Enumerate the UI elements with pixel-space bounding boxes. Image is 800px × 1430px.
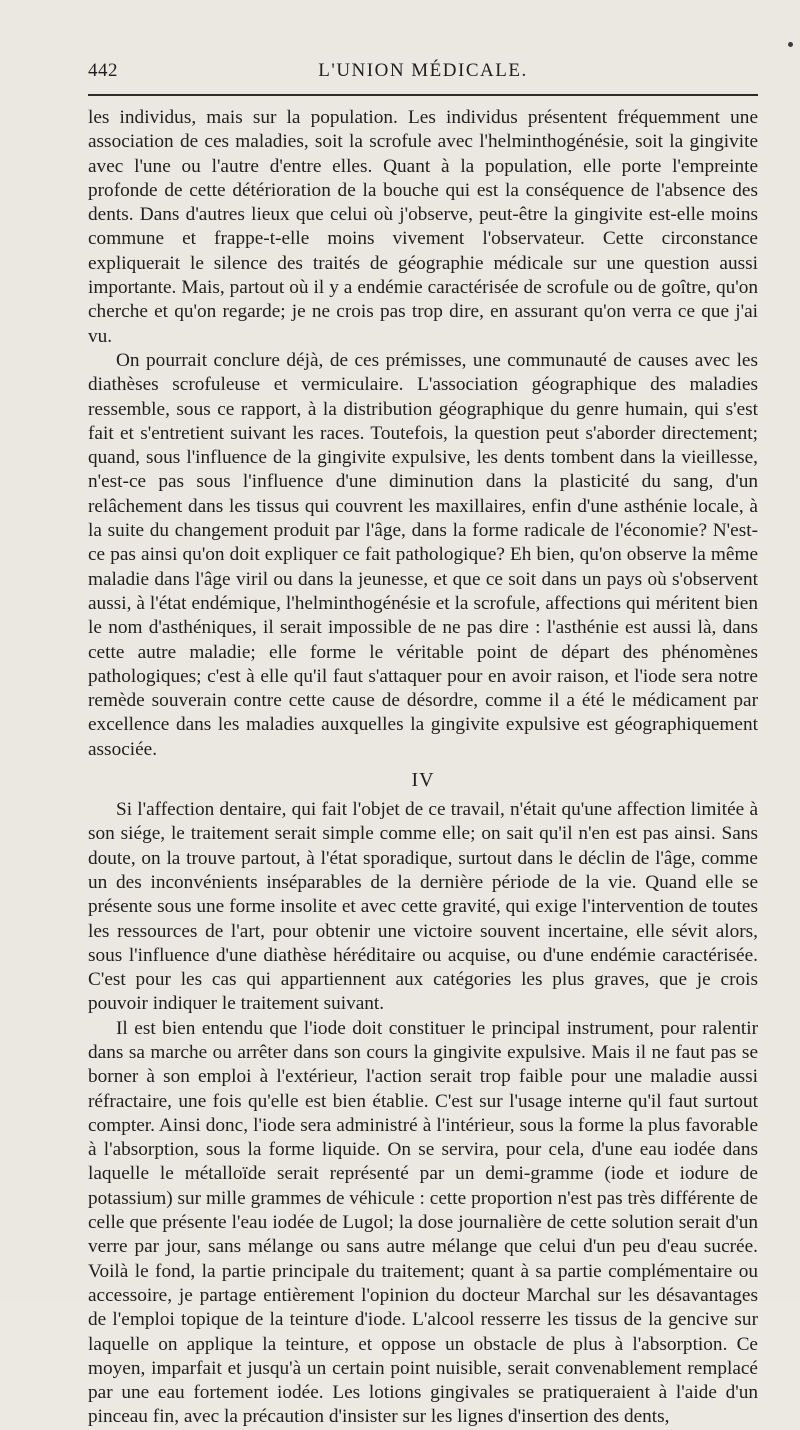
section-heading: IV	[411, 769, 435, 792]
page-mark	[788, 42, 793, 47]
paragraph-1: les individus, mais sur la population. Les individus présentent fréquemment une association de ces maladies, soit la scrofule avec l'helminthogénésie, soit la gingivite avec l'une ou l'autre d'entre elles. Quant à la population, elle porte l'empreinte profonde de cette détérioration de la bouche qui est la conséquence de l'absence des dents. Dans d'autres lieux que celui où j'observe, peut-être la gingivite est-elle moins commune et frappe-t-elle moins vivement l'observateur. Cette circonstance expliquerait le silence des traités de géographie médicale sur une question aussi importante. Mais, partout où il y a endémie caractérisée de scrofule ou de goître, qu'on cherche et qu'on regarde; je ne crois pas trop dire, en assurant qu'on verra ce que j'ai vu.	[88, 107, 758, 347]
running-title: L'UNION MÉDICALE.	[318, 60, 528, 81]
paragraph-3: Si l'affection dentaire, qui fait l'objet de ce travail, n'était qu'une affection limitée à son siége, le traitement serait simple comme elle; on sait qu'il n'en est pas ainsi. Sans doute, on la trouve partout, à l'état sporadique, surtout dans le déclin de l'âge, comme un des inconvénients inséparables de la dernière période de la vie. Quand elle se présente sous une forme insolite et avec cette gravité, qui exige l'intervention de toutes les ressources de l'art, pour obtenir une victoire souvent incertaine, elle sévit alors, sous l'influence d'une diathèse héréditaire ou acquise, ou d'une endémie caractérisée. C'est pour les cas qui appartiennent aux catégories les plus graves, que je crois pouvoir indiquer le traitement suivant.	[88, 799, 758, 1015]
body-text	[88, 106, 758, 1430]
paragraph-4: Il est bien entendu que l'iode doit constituer le principal instrument, pour ralentir dans sa marche ou arrêter dans son cours la gingivite expulsive. Mais il ne faut pas se borner à son emploi à l'extérieur, l'action serait trop faible pour une maladie aussi réfractaire, une fois qu'elle est bien établie. C'est sur l'usage interne qu'il faut surtout compter. Ainsi donc, l'iode sera administré à l'intérieur, sous la forme la plus favorable à l'absorption, sous la forme liquide. On se servira, pour cela, d'une eau iodée dans laquelle le métalloïde serait représenté par un demi-gramme (iode et iodure de potassium) sur mille grammes de véhicule : cette proportion n'est pas très différente de celle que présente l'eau iodée de Lugol; la dose journalière de cette solution serait d'un verre par jour, sans mélange ou sans autre mélange que celui d'un peu d'eau sucrée. Voilà le fond, la partie principale du traitement; quant à sa partie complémentaire ou accessoire, je partage entièrement l'opinion du docteur Marchal sur les désavantages de l'emploi topique de la teinture d'iode. L'alcool resserre les tissus de la gencive sur laquelle on applique la teinture, et oppose un obstacle de plus à l'absorption. Ce moyen, imparfait et jusqu'à un certain point nuisible, serait convenablement remplacé par une eau fortement iodée. Les lotions gingivales se pratiqueraient à l'aide d'un pinceau fin, avec la précaution d'insister sur les lignes d'insertion des dents,	[88, 1017, 758, 1428]
paragraph-2: On pourrait conclure déjà, de ces prémisses, une communauté de causes avec les diathèses scrofuleuse et vermiculaire. L'association géographique des maladies ressemble, sous ce rapport, à la distribution géographique du genre humain, qui s'est fait et s'entretient suivant les races. Toutefois, la question peut s'aborder directement; quand, sous l'influence de la gingivite expulsive, les dents tombent dans la vieillesse, n'est-ce pas sous l'influence d'une diminution dans la plasticité du sang, d'un relâchement dans les tissus qui couvrent les maxillaires, enfin d'une asthénie locale, à la suite du changement produit par l'âge, dans la forme radicale de l'économie? N'est-ce pas ainsi qu'on doit expliquer ce fait pathologique? Eh bien, qu'on observe la même maladie dans l'âge viril ou dans la jeunesse, et que ce soit dans un pays où s'observent aussi, à l'état endémique, l'helminthogénésie et la scrofule, affections qui méritent bien le nom d'asthéniques, il serait impossible de ne pas dire : l'asthénie est aussi là, dans cette autre maladie; elle forme le véritable point de départ des phénomènes pathologiques; c'est à elle qu'il faut s'attaquer pour en avoir raison, et l'iode sera notre remède souverain contre cette cause de désordre, comme il a été le médicament par excellence dans les maladies auxquelles la gingivite expulsive est géographiquement associée.	[88, 349, 758, 760]
page-number: 442	[88, 60, 118, 81]
header-rule	[88, 94, 758, 96]
page-header	[88, 58, 758, 86]
